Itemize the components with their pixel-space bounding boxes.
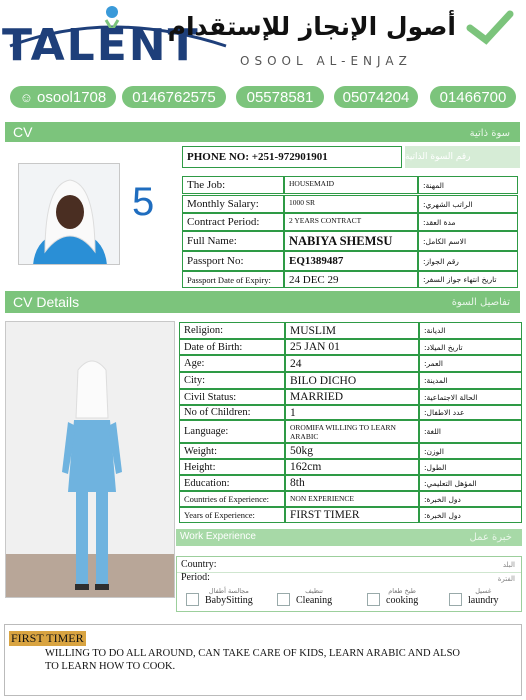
skill-label [205,587,253,606]
cv-row-value: 1000 SR [284,195,418,213]
details-row-value: 162cm [285,459,419,475]
details-row-arabic: المؤهل التعليمي: [419,475,522,491]
details-row-arabic: دول الخبرة: [419,491,522,507]
skill-english: laundry [468,595,499,606]
divider [177,572,521,573]
snapchat-pill [10,86,116,108]
checkmark-logo-icon [466,10,514,46]
details-row-arabic: الديانة: [419,322,522,339]
details-row [179,475,522,491]
details-row-value: MARRIED [285,389,419,405]
details-row [179,322,522,339]
portrait-photo [18,163,120,265]
details-row-arabic: العمر: [419,355,522,372]
details-row-arabic: دول الخبرة: [419,507,522,523]
details-row [179,389,522,405]
cv-row-label: The Job: [182,176,284,194]
contact-text: 0146762575 [132,88,216,106]
details-row [179,443,522,459]
cv-row-arabic: المهنة: [418,176,518,194]
details-row-value: FIRST TIMER [285,507,419,523]
details-row-arabic: المدينة: [419,372,522,389]
details-row-arabic: الحالة الاجتماعية: [419,389,522,405]
contact-text: 05074204 [342,88,410,106]
details-row-arabic: اللغة: [419,420,522,443]
cv-row [182,231,518,251]
details-row [179,372,522,389]
cv-number: 5 [132,180,155,224]
details-bar-arabic: تفاصيل السوة [451,297,510,308]
details-row [179,355,522,372]
period-arabic: الفترة [497,575,515,583]
details-row-label: Date of Birth: [179,339,285,355]
contact-text: 01466700 [439,88,507,106]
phone-pill [122,86,226,108]
skill-arabic: مجالسة أطفال [208,587,249,595]
cv-row [182,213,518,231]
details-row [179,405,522,420]
skill-arabic: طبخ طعام [388,587,416,595]
details-row [179,420,522,443]
cv-row-value: NABIYA SHEMSU [284,231,418,251]
cv-row [182,251,518,271]
details-row [179,459,522,475]
skill-english: BabySitting [205,595,253,606]
skill-cleaning [277,587,332,606]
skill-label [386,587,418,606]
person-portrait-icon [19,164,120,265]
cv-row-value: 24 DEC 29 [284,271,418,288]
details-row-arabic: الطول: [419,459,522,475]
details-row-label: No of Children: [179,405,285,420]
details-row-label: Language: [179,420,285,443]
cv-section-bar [5,122,520,142]
remarks-box [4,624,522,696]
details-row-label: Education: [179,475,285,491]
cv-row-label: Contract Period: [182,213,284,231]
first-timer-tag: FIRST TIMER [11,631,84,645]
details-row-label: City: [179,372,285,389]
phone-pill [334,86,418,108]
skill-arabic: غسيل [475,587,492,595]
contact-text: 05578581 [246,88,314,106]
work-section-bar [176,529,522,546]
skill-babysitting [186,587,253,606]
details-row-label: Years of Experience: [179,507,285,523]
full-body-photo [5,321,175,598]
skill-label [468,587,499,606]
details-bar-title: CV Details [13,294,80,310]
details-row-value: 1 [285,405,419,420]
company-arabic-name: أصول الإنجاز للإستقدام [167,12,456,41]
cv-row [182,176,518,194]
details-row-value: MUSLIM [285,322,419,339]
country-arabic: البلد [502,561,515,569]
remarks-text: WILLING TO DO ALL AROUND, CAN TAKE CARE OF KIDS, LEARN ARABIC AND ALSO TO LEARN HOW TO COOK. [45,648,460,672]
skill-arabic: تنظيف [305,587,323,595]
details-row [179,507,522,523]
details-row-arabic: الوزن: [419,443,522,459]
cv-number-arabic: رقم السوة الذاتية [405,146,520,168]
details-row-label: Countries of Experience: [179,491,285,507]
laundry-checkbox[interactable] [449,593,462,606]
cv-row [182,271,518,288]
cv-row-value: 2 YEARS CONTRACT [284,213,418,231]
cv-row-label: Passport Date of Expiry: [182,271,284,288]
details-row-label: Civil Status: [179,389,285,405]
cv-row-label: Full Name: [182,231,284,251]
person-full-body-icon [6,322,175,598]
company-english-name: OSOOL AL-ENJAZ [240,54,412,68]
snapchat-icon: ☺ [19,89,34,105]
babysitting-checkbox[interactable] [186,593,199,606]
cv-bar-title: CV [13,124,33,140]
details-row [179,339,522,355]
details-row-label: Age: [179,355,285,372]
country-label: Country: [181,559,217,570]
cv-row-label: Monthly Salary: [182,195,284,213]
cleaning-checkbox[interactable] [277,593,290,606]
details-row-value: 50kg [285,443,419,459]
details-row-value: BILO DICHO [285,372,419,389]
phone-label: PHONE NO: [187,151,250,163]
details-row-value: 24 [285,355,419,372]
details-row-label: Religion: [179,322,285,339]
skill-label [296,587,332,606]
details-row-label: Weight: [179,443,285,459]
skill-laundry [449,587,499,606]
details-row-value: 25 JAN 01 [285,339,419,355]
cv-row-label: Passport No: [182,251,284,271]
cv-row-arabic: تاريخ انتهاء جواز السفر: [418,271,518,288]
phone-value: +251-972901901 [251,151,328,163]
skill-english: Cleaning [296,595,333,606]
skill-english: cooking [386,595,419,606]
cv-row-arabic: رقم الجواز: [418,251,518,271]
logo-text: TALENT [2,20,200,71]
cv-row-value: HOUSEMAID [284,176,418,194]
details-row-value: OROMIFA WILLING TO LEARN ARABIC [285,420,419,443]
details-row [179,491,522,507]
phone-field [182,146,402,168]
details-row-arabic: عدد الاطفال: [419,405,522,420]
cv-row-arabic: مدة العقد: [418,213,518,231]
details-row-value: NON EXPERIENCE [285,491,419,507]
contact-text: osool1708 [37,88,107,106]
work-bar-title: Work Experience [180,531,256,542]
details-row-value: 8th [285,475,419,491]
cv-row-value: EQ1389487 [284,251,418,271]
skill-cooking [367,587,418,606]
details-row-label: Height: [179,459,285,475]
cooking-checkbox[interactable] [367,593,380,606]
cv-row [182,195,518,213]
work-bar-arabic: خبرة عمل [469,532,512,543]
phone-pill [430,86,516,108]
phone-pill [236,86,324,108]
period-label: Period: [181,572,210,583]
cv-row-arabic: الراتب الشهري: [418,195,518,213]
details-row-arabic: تاريخ الميلاد: [419,339,522,355]
details-section-bar [5,291,520,313]
cv-row-arabic: الاسم الكامل: [418,231,518,251]
cv-bar-arabic: سوة ذاتية [469,128,510,139]
